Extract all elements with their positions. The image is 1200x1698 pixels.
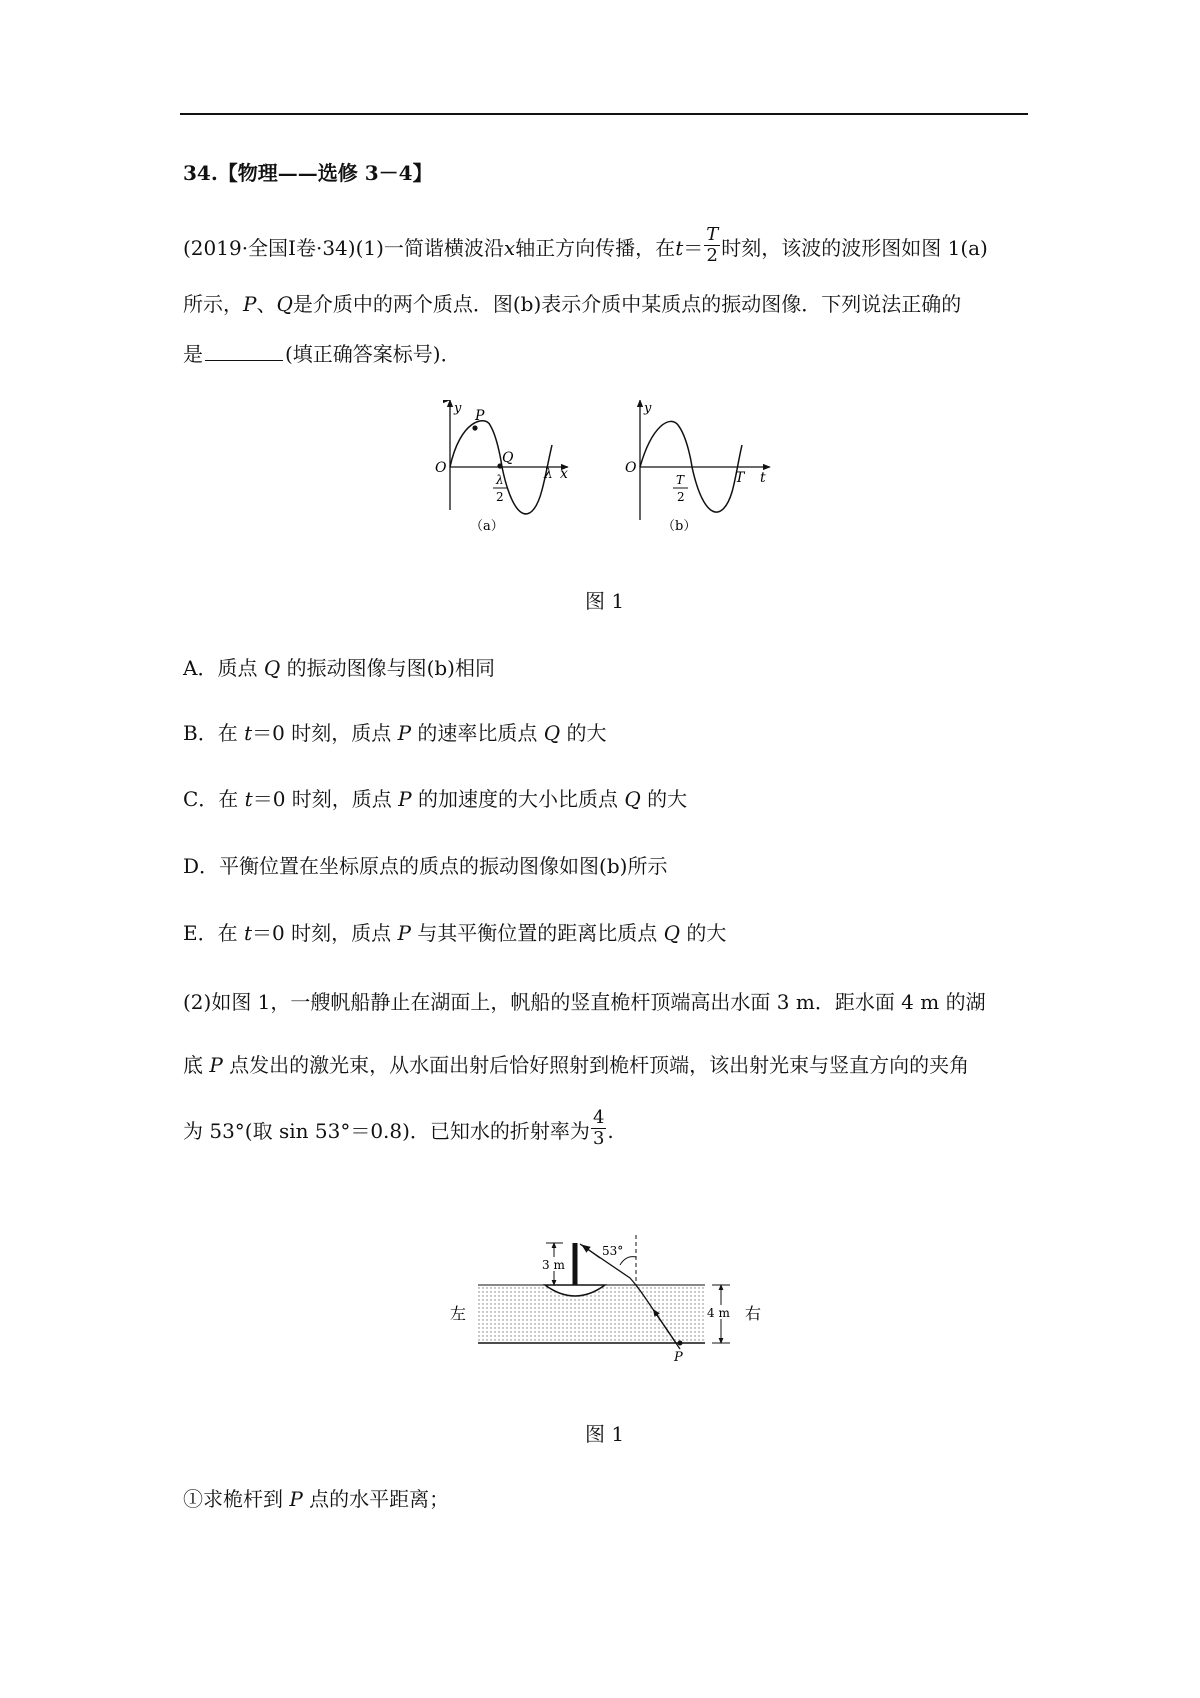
figure2-caption: 图 1 (585, 1422, 625, 1446)
option-E: E．在 t＝0 时刻，质点 P 与其平衡位置的距离比质点 Q 的大 (183, 921, 727, 945)
problem2-line2: 底 P 点发出的激光束，从水面出射后恰好照射到桅杆顶端，该出射光束与竖直方向的夹角 (183, 1053, 970, 1077)
svg-text:P: P (475, 408, 485, 424)
question1: ①求桅杆到 P 点的水平距离； (183, 1487, 450, 1511)
problem1-line2: 所示，P、Q是介质中的两个质点．图(b)表示介质中某质点的振动图像．下列说法正确的 (183, 292, 962, 316)
svg-text:x: x (560, 466, 568, 482)
svg-text:右: 右 (745, 1304, 762, 1323)
fraction-4-over-3: $\frac{4}{3}$ (592, 1107, 605, 1149)
graph-b (625, 400, 770, 534)
point-P (472, 425, 477, 430)
header-rule (180, 113, 1028, 115)
svg-text:T: T (735, 470, 745, 486)
figure1-caption: 图 1 (585, 589, 625, 613)
svg-text:O: O (625, 460, 637, 476)
fraction-T-over-2: $\frac{T}{2}$ (706, 224, 719, 266)
svg-text:（a）: （a） (470, 519, 504, 534)
graph-a (435, 400, 568, 534)
problem1-line1: (2019·全国Ⅰ卷·34)(1)一简谐横波沿x轴正方向传播，在t＝ $\frac{T}{2}$ 时刻，该波的波形图如图 1(a) (183, 224, 988, 266)
figure2-boat-diagram (450, 1235, 780, 1370)
svg-text:左: 左 (450, 1304, 467, 1323)
option-A: A．质点 Q 的振动图像与图(b)相同 (183, 656, 495, 680)
svg-text:y: y (644, 401, 652, 416)
svg-text:53°: 53° (602, 1244, 624, 1258)
figure1-wave-graphs (430, 400, 810, 550)
svg-text:λ: λ (544, 466, 553, 482)
problem1-line3: 是 (填正确答案标号)． (183, 342, 461, 366)
svg-text:4 m: 4 m (707, 1306, 730, 1320)
svg-text:3 m: 3 m (542, 1258, 565, 1272)
svg-text:T: T (676, 473, 685, 487)
option-B: B．在 t＝0 时刻，质点 P 的速率比质点 Q 的大 (183, 721, 607, 745)
svg-text:P: P (674, 1350, 683, 1365)
section-title: 34.【物理——选修 3－4】 (183, 161, 433, 185)
point-P (678, 1341, 683, 1346)
svg-text:λ: λ (496, 473, 504, 487)
svg-text:2: 2 (677, 490, 685, 504)
option-C: C．在 t＝0 时刻，质点 P 的加速度的大小比质点 Q 的大 (183, 787, 688, 811)
svg-text:Q: Q (502, 450, 514, 466)
svg-text:O: O (435, 460, 447, 476)
problem2-line3: 为 53°(取 sin 53°＝0.8)．已知水的折射率为 $\frac{4}{3}$ . (183, 1107, 614, 1149)
option-D: D．平衡位置在坐标原点的质点的振动图像如图(b)所示 (183, 854, 668, 878)
problem2-line1: (2)如图 1，一艘帆船静止在湖面上，帆船的竖直桅杆顶端高出水面 3 m．距水面 4 m 的湖 (183, 990, 986, 1014)
svg-text:t: t (760, 470, 766, 486)
answer-blank (205, 342, 283, 361)
svg-text:（b）: （b） (662, 519, 697, 534)
svg-text:y: y (454, 401, 462, 416)
svg-text:2: 2 (496, 490, 504, 504)
